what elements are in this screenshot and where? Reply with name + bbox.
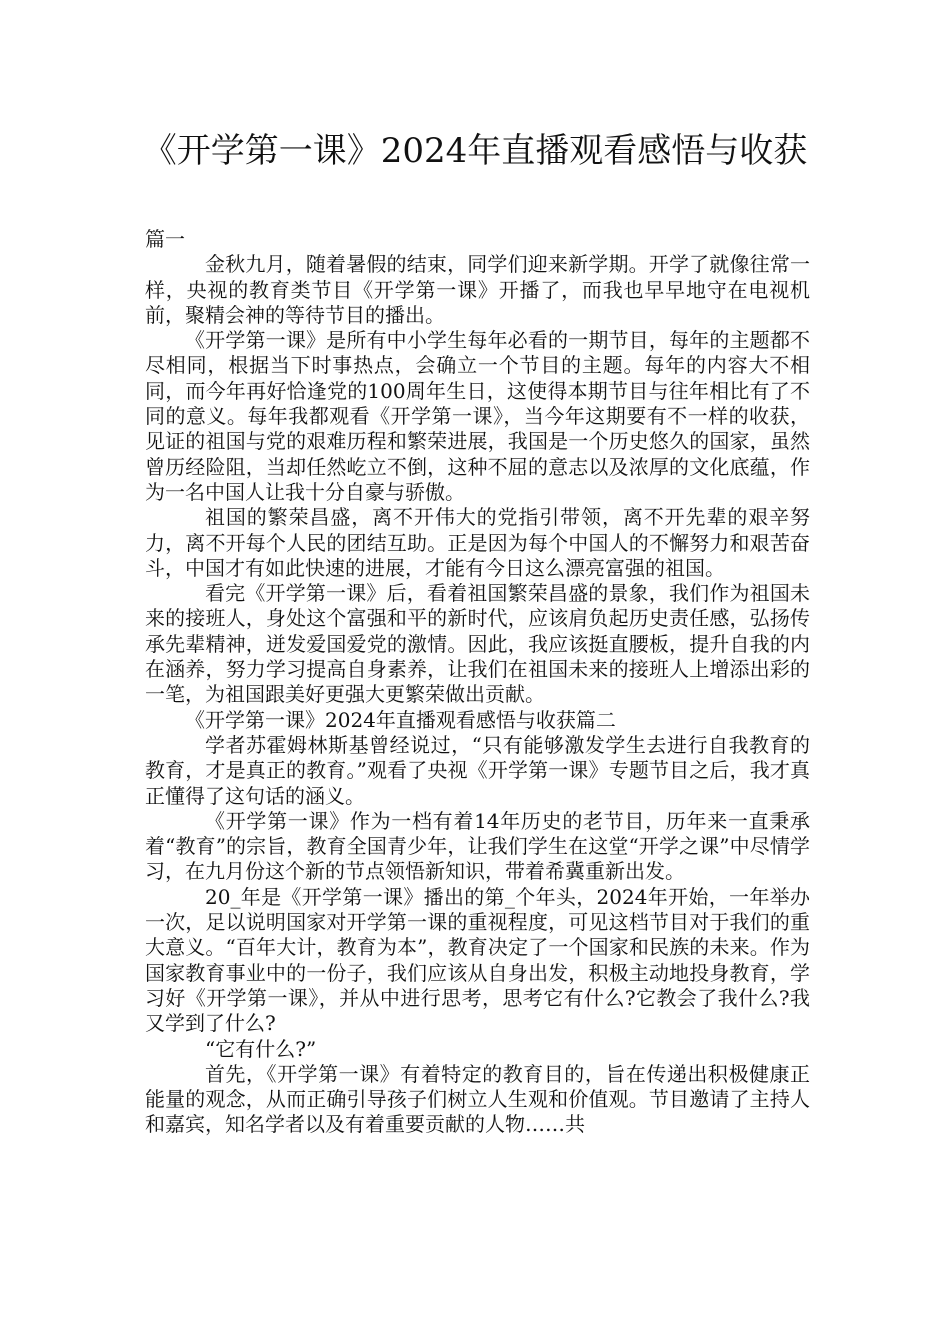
paragraph: 首先，《开学第一课》有着特定的教育目的，旨在传递出积极健康正能量的观念，从而正确引导孩子们树立人生观和价值观。节目邀请了主持人和嘉宾，知名学者以及有着重要贡献的人物……共 bbox=[145, 1061, 810, 1137]
paragraph: 祖国的繁荣昌盛，离不开伟大的党指引带领，离不开先辈的艰辛努力，离不开每个人民的团结互助。正是因为每个中国人的不懈努力和艰苦奋斗，中国才有如此快速的进展，才能有今日这么漂亮富强的祖国。 bbox=[145, 505, 810, 580]
document-title: 《开学第一课》2024年直播观看感悟与收获 bbox=[142, 131, 808, 171]
paragraph: 20_年是《开学第一课》播出的第_个年头，2024年开始，一年举办一次，足以说明国家对开学第一课的重视程度，可见这档节目对于我们的重大意义。“百年大计，教育为本”，教育决定了一个国家和民族的未来。作为国家教育事业中的一份子，我们应该从自身出发，积极主动地投身教育，学习好《开学第一课》，并从中进行思考，思考它有什么?它教会了我什么?我又学到了什么? bbox=[145, 884, 810, 1036]
paragraph: “它有什么?” bbox=[205, 1036, 317, 1061]
section-heading: 《开学第一课》2024年直播观看感悟与收获篇二 bbox=[185, 707, 616, 732]
paragraph: 看完《开学第一课》后，看着祖国繁荣昌盛的景象，我们作为祖国未来的接班人，身处这个富强和平的新时代，应该肩负起历史责任感，弘扬传承先辈精神，迸发爱国爱党的激情。因此，我应该挺直腰板，提升自我的内在涵养，努力学习提高自身素养，让我们在祖国未来的接班人上增添出彩的一笔，为祖国跟美好更强大更繁荣做出贡献。 bbox=[145, 581, 810, 707]
paragraph: 学者苏霍姆林斯基曾经说过，“只有能够激发学生去进行自我教育的教育，才是真正的教育。”观看了央视《开学第一课》专题节目之后，我才真正懂得了这句话的涵义。 bbox=[145, 732, 810, 808]
paragraph: 《开学第一课》是所有中小学生每年必看的一期节目，每年的主题都不尽相同，根据当下时事热点，会确立一个节目的主题。每年的内容大不相同，而今年再好恰逢党的100周年生日，这使得本期节目与往年相比有了不同的意义。每年我都观看《开学第一课》，当今年这期要有不一样的收获，见证的祖国与党的艰难历程和繁荣进展，我国是一个历史悠久的国家，虽然曾历经险阻，当却任然屹立不倒，这种不屈的意志以及浓厚的文化底蕴，作为一名中国人让我十分自豪与骄傲。 bbox=[145, 328, 810, 504]
paragraph: 《开学第一课》作为一档有着14年历史的老节目，历年来一直秉承着“教育”的宗旨，教育全国青少年，让我们学生在这堂“开学之课”中尽情学习，在九月份这个新的节点领悟新知识，带着希冀重新出发。 bbox=[145, 808, 810, 884]
document-body bbox=[145, 227, 810, 1138]
section-label: 篇一 bbox=[145, 227, 185, 251]
paragraph: 金秋九月，随着暑假的结束，同学们迎来新学期。开学了就像往常一样，央视的教育类节目《开学第一课》开播了，而我也早早地守在电视机前，聚精会神的等待节目的播出。 bbox=[145, 252, 810, 327]
